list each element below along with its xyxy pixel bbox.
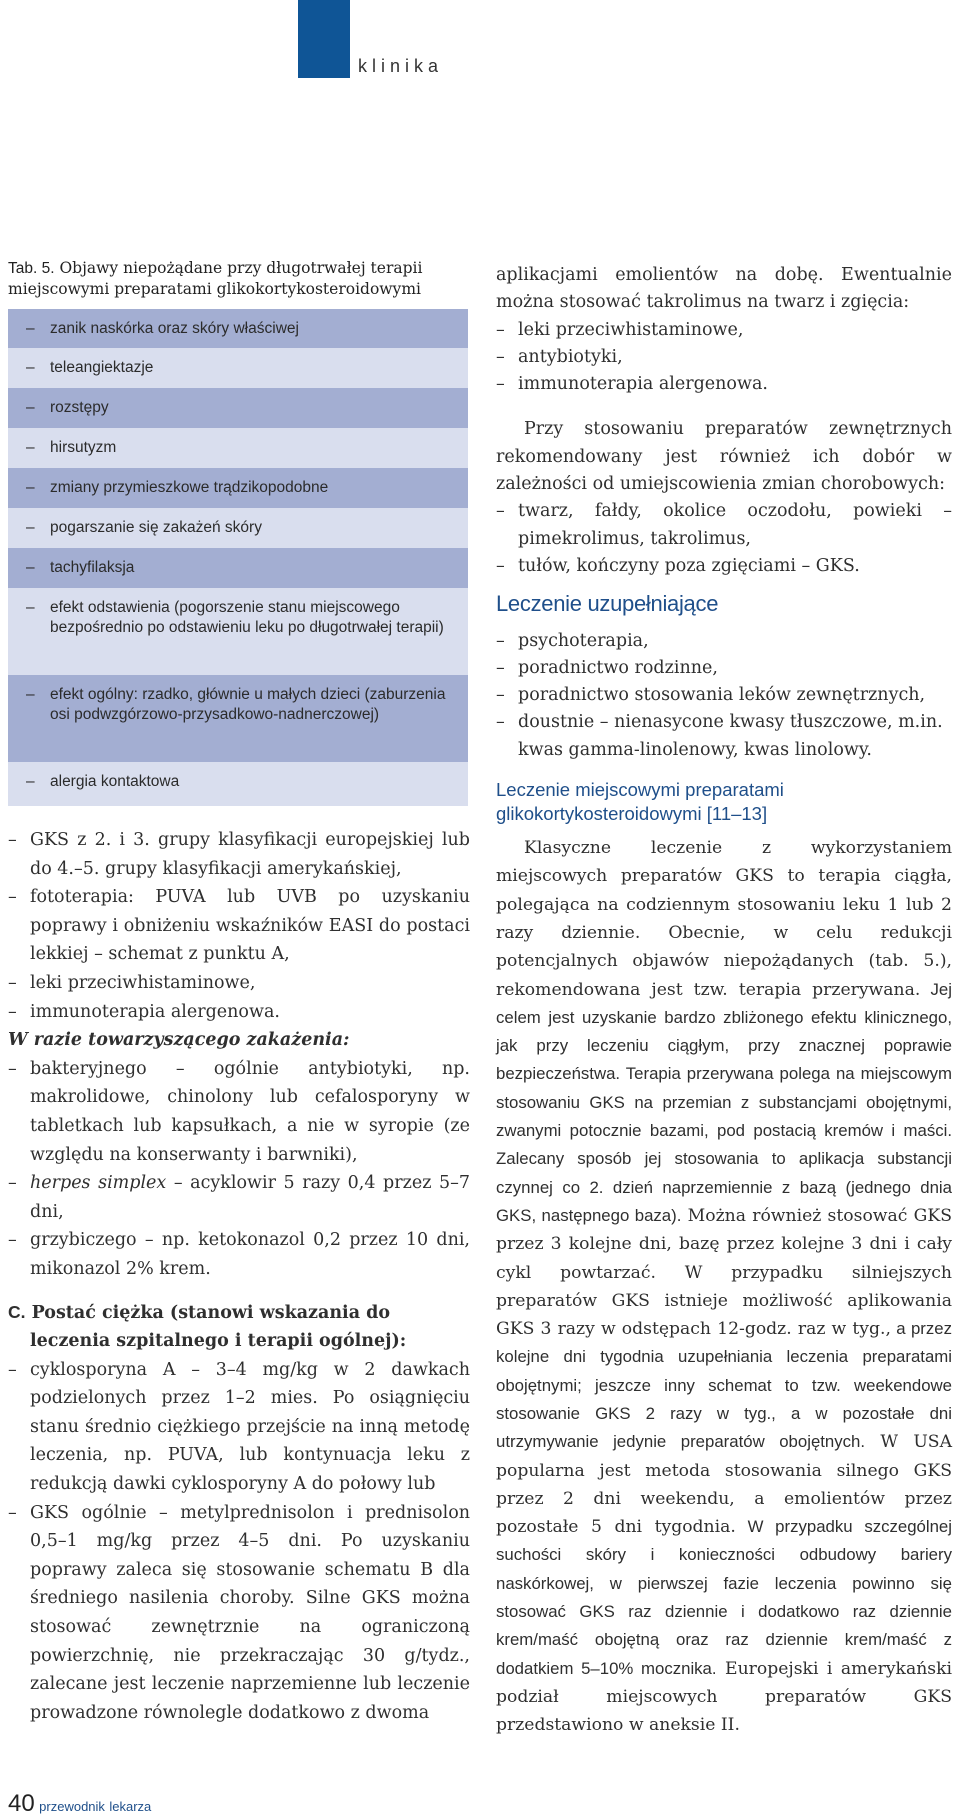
table-row: – efekt ogólny: rzadko, głównie u małych dzieci (zaburzenia osi podwzgórzowo-przysadkowo-nadnerczowej) (8, 675, 468, 762)
publication-name: przewodnik (39, 1799, 105, 1814)
heading-local-treatment: Leczenie miejscowymi preparatami glikokortykosteroidowymi [11–13] (496, 779, 784, 825)
table-row: – zanik naskórka oraz skóry właściwej (8, 309, 468, 348)
table-row: – zmiany przymieszkowe trądzikopodobne (8, 468, 468, 508)
table-row: – teleangiektazje (8, 348, 468, 388)
table-row: – alergia kontaktowa (8, 762, 468, 806)
table-row: – efekt odstawienia (pogorszenie stanu miejscowego bezpośrednio po odstawieniu leku po długotrwałej terapii) (8, 588, 468, 675)
table-row: – rozstępy (8, 388, 468, 428)
list-item: – grzybiczego – np. ketokonazol 0,2 przez 10 dni, mikonazol 2% krem. (8, 1230, 470, 1279)
list-item: – psychoterapia, (496, 630, 649, 651)
section-c-heading: C. Postać ciężka (stanowi wskazania do leczenia szpitalnego i terapii ogólnej): (8, 1301, 407, 1352)
herpes-term: herpes simplex (30, 1173, 167, 1194)
paragraph: Przy stosowaniu preparatów zewnętrznych rekomendowany jest również ich dobór w zależności od umiejscowienia zmian chorobowych: (496, 419, 952, 495)
infection-heading: W razie towarzyszącego zakażenia: (8, 1030, 350, 1051)
list-item: – GKS ogólnie – metylprednisolon i prednisolon 0,5–1 mg/kg przez 4–5 dni. Po uzyskaniu poprawy zaleca się stosowanie schematu B dla średniego nasilenia choroby. Silne GKS można stosować zewnętrznie na ograniczoną powierzchnię, nie przekraczając 30 g/tydz., zalecane jest leczenie naprzemienne lub leczenie prowadzone równolegle dodatkowo z dwoma (8, 1502, 470, 1723)
list-item: – cyklosporyna A – 3–4 mg/kg w 2 dawkach podzielonych przez 1–2 mies. Po osiągnięciu stanu średnio ciężkiego przejście na inną metodę leczenia, np. PUVA, lub kontynuacja leku z redukcją dawki cyklosporyny A do połowy lub (8, 1359, 470, 1495)
table-row: – tachyfilaksja (8, 548, 468, 588)
table-label: Tab. 5. (8, 260, 55, 277)
paragraph: aplikacjami emolientów na dobę. Ewentualnie można stosować takrolimus na twarz i zgięcia: (496, 265, 952, 313)
table-row: – pogarszanie się zakażeń skóry (8, 508, 468, 548)
list-item: – GKS z 2. i 3. grupy klasyfikacji europejskiej lub do 4.–5. grupy klasyfikacji amerykańskiej, (8, 830, 470, 879)
list-item: – tułów, kończyny poza zgięciami – GKS. (496, 555, 860, 576)
list-item: – twarz, fałdy, okolice oczodołu, powieki – pimekrolimus, takrolimus, (496, 501, 952, 549)
page-number: 40 (8, 1790, 35, 1817)
list-item: – immunoterapia alergenowa. (496, 374, 768, 395)
table-caption (8, 258, 470, 300)
list-item: – leki przeciwhistaminowe, (496, 319, 744, 340)
table-title: Objawy niepożądane przy długotrwałej terapii miejscowymi preparatami glikokortykosteroidowymi (8, 259, 423, 298)
list-item: – poradnictwo stosowania leków zewnętrznych, (496, 685, 926, 706)
section-color-tab (298, 0, 350, 78)
table-5 (8, 258, 470, 806)
list-item: – herpes simplex – acyklowir 5 razy 0,4 przez 5–7 dni, (8, 1173, 470, 1222)
heading-supplementary: Leczenie uzupełniające (496, 591, 719, 617)
publication-name-2: lekarza (109, 1799, 152, 1814)
list-item: – immunoterapia alergenowa. (8, 1001, 280, 1022)
list-item: – doustnie – nienasycone kwasy tłuszczowe, m.in. kwas gamma-linolenowy, kwas linolowy. (496, 712, 943, 760)
page-footer (8, 1790, 151, 1818)
left-body-text (8, 826, 470, 1727)
section-label: klinika (358, 56, 444, 76)
list-item: – antybiotyki, (496, 346, 623, 367)
list-item: – poradnictwo rodzinne, (496, 657, 718, 678)
list-item: – leki przeciwhistaminowe, (8, 972, 256, 993)
paragraph: Klasyczne leczenie z wykorzystaniem miejscowych preparatów GKS to terapia ciągła, polegająca na codziennym stosowaniu leku 1 lub 2 razy dziennie. Obecnie, w celu redukcji potencjalnych objawów niepożądanych (tab. 5.), rekomendowana jest tzw. terapia przerywana. Jej celem jest uzyskanie bardzo zbliżonego efektu klinicznego, jak przy leczeniu ciągłym, przy znacznej poprawie bezpieczeństwa. Terapia przerywana polega na miejscowym stosowaniu GKS na przemian z substancjami obojętnymi, zwanymi potocznie bazami, pod postacią kremów i maści. Zalecany sposób jej stosowania to aplikacja substancji czynnej co 2. dzień naprzemiennie z bazą (jednego dnia GKS, następnego baza). Można również stosować GKS przez 3 kolejne dni, bazę przez kolejne 3 dni i cały cykl powtarzać. W przypadku silniejszych preparatów GKS istnieje możliwość aplikowania GKS 3 razy w odstępach 12-godz. raz w tyg., a przez kolejne dni tygodnia uzupełniania leczenia preparatami obojętnymi; jeszcze inny schemat to tzw. weekendowe stosowanie GKS 2 razy w tyg., a w pozostałe dni utrzymywanie jedynie preparatów obojętnych. W USA popularna jest metoda stosowania silnego GKS przez 2 dni weekendu, a emolientów przez pozostałe 5 dni tygodnia. W przypadku szczególnej suchości skóry i konieczności odbudowy bariery naskórkowej, w pierwszej fazie leczenia powinno się stosować GKS raz dziennie i dodatkowo raz dziennie krem/maść obojętną oraz raz dziennie krem/maść z dodatkiem 5–10% mocznika. Europejski i amerykański podział miejscowych preparatów GKS przedstawiono w aneksie II. (496, 838, 952, 1736)
list-item: – bakteryjnego – ogólnie antybiotyki, np. makrolidowe, chinolony lub cefalosporyny w tabletkach lub kapsułkach, a nie w syropie (ze względu na konserwanty i barwniki), (8, 1058, 470, 1165)
right-body-text (496, 262, 952, 1740)
list-item: – fototerapia: PUVA lub UVB po uzyskaniu poprawy i obniżeniu wskaźników EASI do postaci lekkiej – schemat z punktu A, (8, 887, 470, 965)
table-row: – hirsutyzm (8, 428, 468, 468)
side-effects-table (8, 309, 468, 806)
